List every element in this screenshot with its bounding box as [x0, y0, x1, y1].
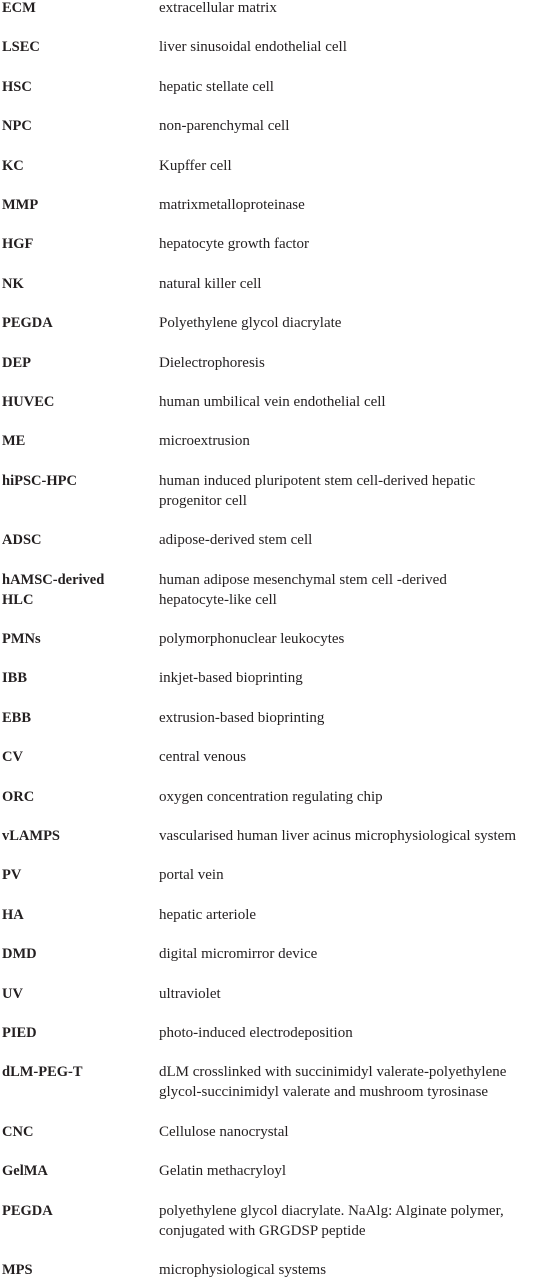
abbreviation-term: MPS — [2, 1262, 33, 1278]
abbreviation-term: ADSC — [2, 532, 42, 549]
abbreviation-definition: liver sinusoidal endothelial cell — [159, 39, 347, 56]
abbreviation-term: GelMA — [2, 1163, 48, 1180]
abbreviation-definition: Kupffer cell — [159, 157, 232, 174]
abbreviation-definition: microextrusion — [159, 433, 250, 450]
abbreviation-term: NPC — [2, 118, 32, 135]
abbreviation-term: vLAMPS — [2, 828, 60, 844]
abbreviation-term: HSC — [2, 78, 32, 95]
abbreviation-term: ME — [2, 433, 26, 450]
abbreviation-definition: Gelatin methacryloyl — [159, 1163, 287, 1180]
abbreviation-term: DEP — [2, 354, 31, 371]
abbreviation-term: KC — [2, 157, 24, 174]
abbreviation-definition: human induced pluripotent stem cell-derived hepatic progenitor cell — [159, 472, 476, 509]
abbreviation-definition: digital micromirror device — [159, 946, 318, 963]
abbreviation-definition: extracellular matrix — [159, 0, 277, 16]
abbreviation-definition: Polyethylene glycol diacrylate — [159, 315, 342, 332]
abbreviation-term: hiPSC-HPC — [2, 472, 77, 489]
abbreviation-term: ECM — [2, 0, 36, 16]
abbreviation-definition: inkjet-based bioprinting — [159, 670, 303, 687]
abbreviation-definition: hepatic stellate cell — [159, 78, 274, 95]
abbreviation-definition: Dielectrophoresis — [159, 354, 265, 371]
abbreviation-term: IBB — [2, 670, 27, 687]
abbreviation-definition: matrixmetalloproteinase — [159, 197, 305, 213]
abbreviation-term: CV — [2, 749, 23, 766]
abbreviation-definition: photo-induced electrodeposition — [159, 1025, 353, 1041]
abbreviation-term: dLM-PEG-T — [2, 1064, 83, 1081]
abbreviation-term: HA — [2, 906, 24, 923]
abbreviation-definition: human adipose mesenchymal stem cell -derived hepatocyte-like cell — [159, 571, 447, 608]
abbreviation-term: DMD — [2, 946, 37, 963]
abbreviation-term: LSEC — [2, 39, 40, 56]
abbreviation-definition: hepatocyte growth factor — [159, 236, 309, 253]
abbreviation-term: PEGDA — [2, 315, 53, 332]
abbreviation-term: PEGDA — [2, 1202, 53, 1219]
abbreviation-definition: natural killer cell — [159, 275, 262, 292]
abbreviation-definition: non-parenchymal cell — [159, 118, 290, 135]
abbreviation-term: PIED — [2, 1025, 37, 1041]
abbreviation-term: PMNs — [2, 631, 41, 647]
abbreviation-term: EBB — [2, 709, 32, 726]
abbreviation-term: UV — [2, 985, 23, 1002]
abbreviation-term: hAMSC-derived HLC — [2, 571, 105, 608]
abbreviation-term: MMP — [2, 197, 39, 213]
abbreviation-term: CNC — [2, 1123, 34, 1140]
abbreviation-definition: microphysiological systems — [159, 1262, 327, 1278]
abbreviation-definition: dLM crosslinked with succinimidyl valerate-polyethylene glycol-succinimidyl valerate and mushroom tyrosinase — [159, 1064, 507, 1101]
abbreviation-definition: human umbilical vein endothelial cell — [159, 394, 386, 410]
abbreviation-definition: polymorphonuclear leukocytes — [159, 631, 345, 647]
abbreviation-definition: Cellulose nanocrystal — [159, 1123, 289, 1140]
abbreviation-definition: hepatic arteriole — [159, 906, 257, 923]
abbreviation-definition: central venous — [159, 749, 247, 766]
abbreviation-definition: vascularised human liver acinus microphysiological system — [159, 828, 516, 844]
abbreviation-definition: portal vein — [159, 867, 224, 884]
abbreviation-definition: polyethylene glycol diacrylate. NaAlg: Alginate polymer, conjugated with GRGDSP peptide — [159, 1202, 504, 1239]
abbreviation-definition: oxygen concentration regulating chip — [159, 788, 383, 805]
abbreviation-term: NK — [2, 275, 24, 292]
abbreviation-definition: ultraviolet — [159, 985, 221, 1002]
abbreviation-term: PV — [2, 867, 22, 884]
abbreviation-term: HUVEC — [2, 394, 55, 410]
abbreviation-definition: adipose-derived stem cell — [159, 532, 313, 549]
abbreviation-term: HGF — [2, 236, 34, 253]
abbreviation-term: ORC — [2, 788, 35, 805]
abbreviation-definition: extrusion-based bioprinting — [159, 709, 325, 726]
